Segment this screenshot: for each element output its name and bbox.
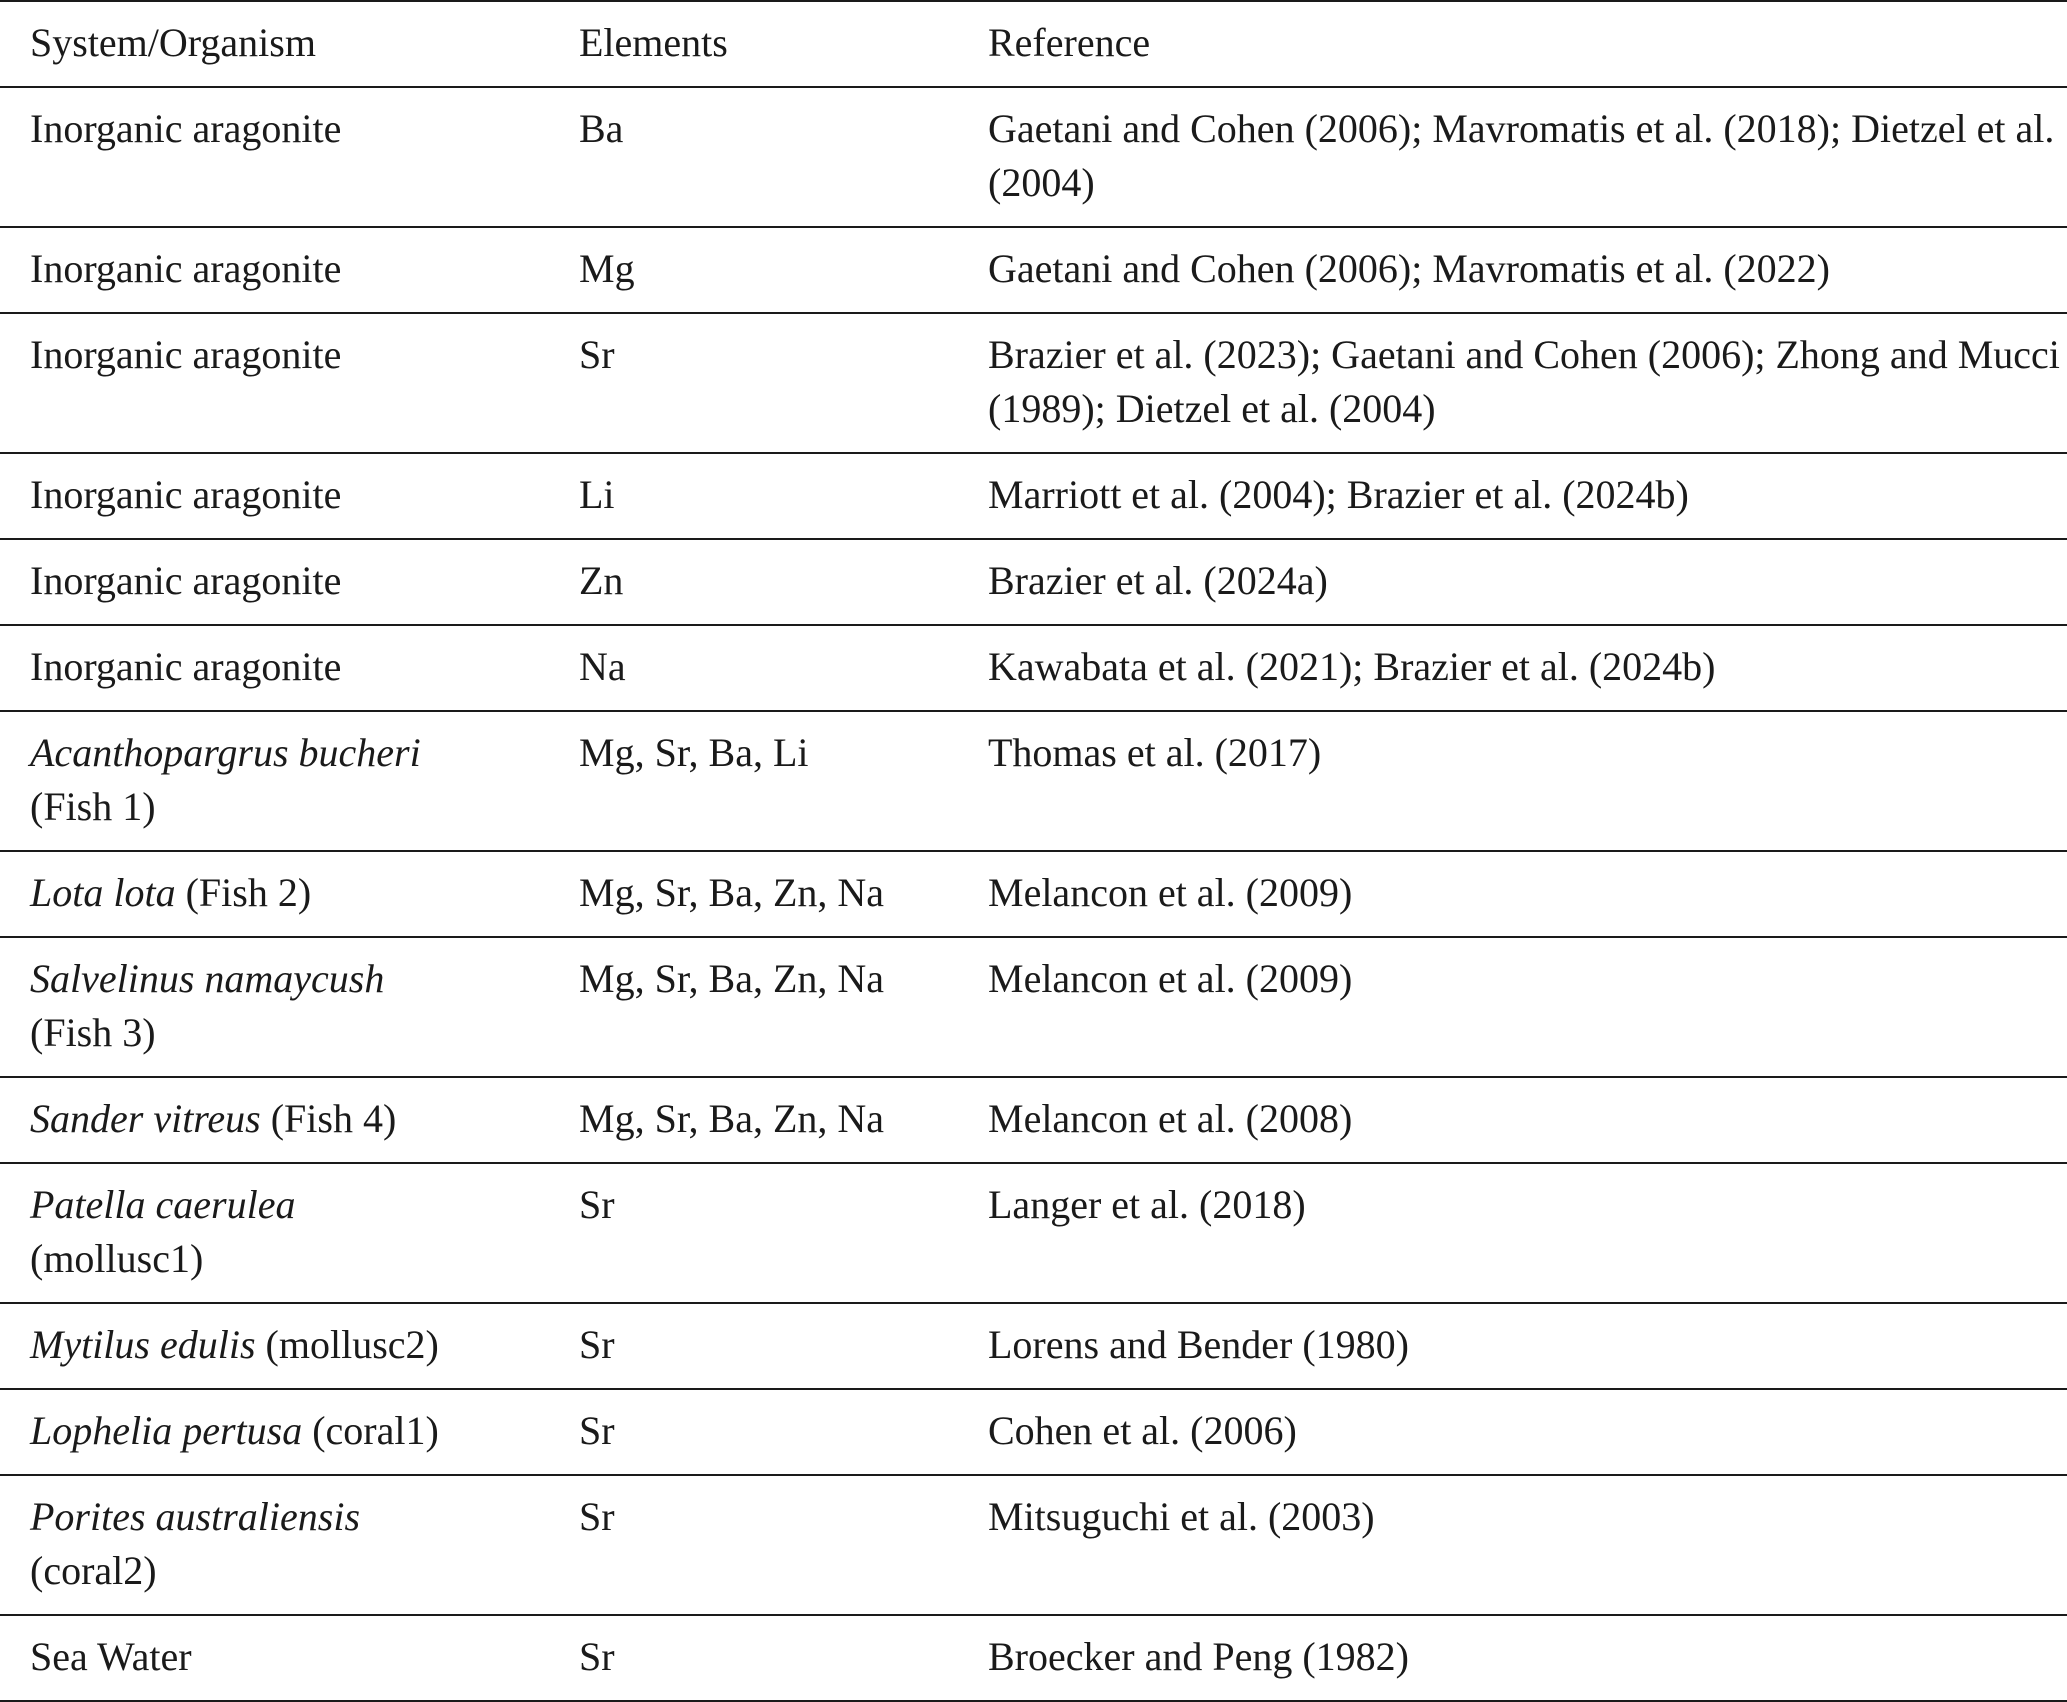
species-suffix: (Fish 3) <box>30 1010 156 1055</box>
cell-system <box>0 1475 579 1615</box>
cell-elements: Sr <box>579 1494 615 1539</box>
cell-reference: Gaetani and Cohen (2006); Mavromatis et al. (2022) <box>988 246 1830 291</box>
cell-system <box>0 1303 579 1389</box>
cell-system <box>0 625 579 711</box>
organism-text: Inorganic aragonite <box>30 332 342 377</box>
cell-elements: Sr <box>579 1408 615 1453</box>
table-row <box>0 937 2067 1077</box>
header-system: System/Organism <box>30 20 316 65</box>
species-suffix: (mollusc2) <box>265 1322 439 1367</box>
cell-elements: Mg, Sr, Ba, Zn, Na <box>579 1096 885 1141</box>
header-elements: Elements <box>579 20 728 65</box>
table-row <box>0 625 2067 711</box>
cell-elements: Mg, Sr, Ba, Li <box>579 730 809 775</box>
table-row <box>0 313 2067 453</box>
table-row <box>0 1475 2067 1615</box>
cell-system <box>0 87 579 227</box>
cell-reference: Thomas et al. (2017) <box>988 730 1322 775</box>
cell-system <box>0 453 579 539</box>
cell-reference: Lorens and Bender (1980) <box>988 1322 1409 1367</box>
cell-reference: Broecker and Peng (1982) <box>988 1634 1409 1679</box>
cell-elements: Mg, Sr, Ba, Zn, Na <box>579 870 885 915</box>
organism-text: Inorganic aragonite <box>30 472 342 517</box>
species-name: Lota lota <box>30 870 176 915</box>
cell-reference: Marriott et al. (2004); Brazier et al. (2024b) <box>988 472 1689 517</box>
species-name: Patella caerulea <box>30 1182 296 1227</box>
cell-reference: Melancon et al. (2009) <box>988 956 1353 1001</box>
species-suffix: (coral2) <box>30 1548 157 1593</box>
cell-elements: Li <box>579 472 615 517</box>
organism-text: Inorganic aragonite <box>30 246 342 291</box>
species-name: Acanthopargrus bucheri <box>30 730 421 775</box>
organism-text: Inorganic aragonite <box>30 558 342 603</box>
cell-elements: Sr <box>579 1634 615 1679</box>
cell-system <box>0 1389 579 1475</box>
table-row <box>0 851 2067 937</box>
species-name: Sander vitreus <box>30 1096 261 1141</box>
cell-reference: Brazier et al. (2024a) <box>988 558 1328 603</box>
table-body <box>0 87 2067 1701</box>
organism-text: Inorganic aragonite <box>30 106 342 151</box>
cell-system <box>0 313 579 453</box>
table-row <box>0 87 2067 227</box>
cell-reference: Brazier et al. (2023); Gaetani and Cohen (2006); Zhong and Mucci (1989); Dietzel et al. (2004) <box>988 332 2060 431</box>
species-suffix: (Fish 1) <box>30 784 156 829</box>
cell-elements: Na <box>579 644 626 689</box>
cell-elements: Mg, Sr, Ba, Zn, Na <box>579 956 885 1001</box>
cell-elements: Sr <box>579 332 615 377</box>
species-suffix: (mollusc1) <box>30 1236 204 1281</box>
header-reference: Reference <box>988 20 1151 65</box>
cell-system <box>0 1163 579 1303</box>
species-name: Porites australiensis <box>30 1494 361 1539</box>
cell-elements: Ba <box>579 106 624 151</box>
cell-reference: Kawabata et al. (2021); Brazier et al. (2024b) <box>988 644 1716 689</box>
cell-elements: Mg <box>579 246 635 291</box>
table-row <box>0 1615 2067 1701</box>
cell-reference: Langer et al. (2018) <box>988 1182 1306 1227</box>
cell-system <box>0 937 579 1077</box>
table-row <box>0 711 2067 851</box>
table-row <box>0 227 2067 313</box>
table-header <box>0 1 2067 87</box>
cell-reference: Mitsuguchi et al. (2003) <box>988 1494 1375 1539</box>
cell-system <box>0 539 579 625</box>
header-row <box>0 1 2067 87</box>
species-suffix: (Fish 4) <box>270 1096 397 1141</box>
cell-elements: Sr <box>579 1322 615 1367</box>
species-name: Lophelia pertusa <box>30 1408 303 1453</box>
table-row <box>0 1303 2067 1389</box>
cell-reference: Melancon et al. (2008) <box>988 1096 1353 1141</box>
cell-elements: Sr <box>579 1182 615 1227</box>
species-name: Mytilus edulis <box>30 1322 256 1367</box>
cell-reference: Gaetani and Cohen (2006); Mavromatis et al. (2018); Dietzel et al. (2004) <box>988 106 2055 205</box>
cell-system <box>0 227 579 313</box>
cell-reference: Cohen et al. (2006) <box>988 1408 1297 1453</box>
table-row <box>0 539 2067 625</box>
cell-system <box>0 711 579 851</box>
table-row <box>0 1077 2067 1163</box>
table-row <box>0 453 2067 539</box>
cell-reference: Melancon et al. (2009) <box>988 870 1353 915</box>
organism-text: Sea Water <box>30 1634 192 1679</box>
species-suffix: (coral1) <box>312 1408 439 1453</box>
table-row <box>0 1163 2067 1303</box>
species-suffix: (Fish 2) <box>185 870 312 915</box>
cell-system <box>0 1615 579 1701</box>
cell-elements: Zn <box>579 558 624 603</box>
cell-system <box>0 1077 579 1163</box>
species-name: Salvelinus namaycush <box>30 956 385 1001</box>
organism-text: Inorganic aragonite <box>30 644 342 689</box>
table-row <box>0 1389 2067 1475</box>
cell-system <box>0 851 579 937</box>
